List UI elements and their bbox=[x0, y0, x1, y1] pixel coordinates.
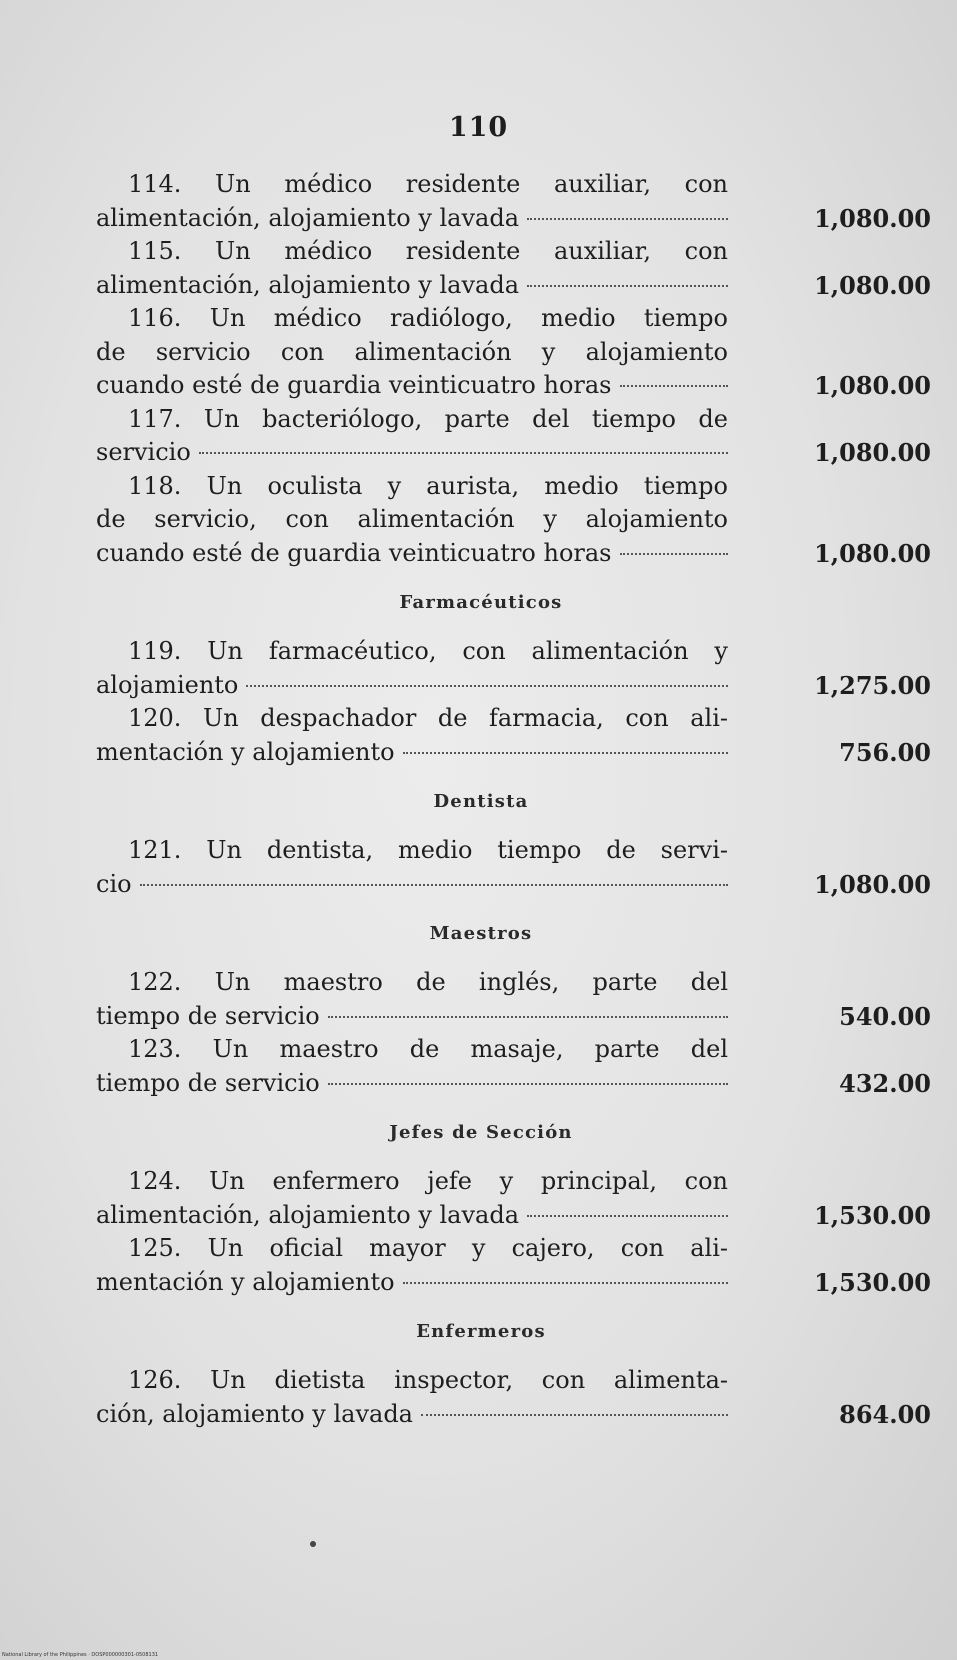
item-text-line bbox=[96, 269, 728, 303]
dot-leader bbox=[620, 385, 729, 387]
budget-list bbox=[96, 168, 931, 1431]
item-amount: 1,080.00 bbox=[814, 203, 931, 233]
dot-leader bbox=[199, 452, 728, 454]
item-text: cuando esté de guardia veinticuatro horas bbox=[96, 538, 612, 567]
item-amount: 864.00 bbox=[839, 1399, 931, 1429]
ink-speck bbox=[310, 1541, 316, 1547]
item-amount: 1,080.00 bbox=[814, 438, 931, 467]
item-text-line bbox=[96, 736, 728, 770]
item-text-line bbox=[96, 436, 728, 470]
budget-item bbox=[96, 966, 931, 1033]
section-heading: Dentista bbox=[433, 791, 529, 812]
item-text: alimentación, alojamiento y lavada bbox=[96, 270, 520, 299]
budget-item bbox=[96, 635, 931, 702]
dot-leader bbox=[620, 553, 729, 555]
item-text-line: 122. Un maestro de inglés, parte del bbox=[128, 968, 728, 996]
section-heading: Enfermeros bbox=[416, 1321, 546, 1342]
item-amount: 540.00 bbox=[839, 1001, 931, 1031]
section-heading: Maestros bbox=[429, 923, 533, 944]
page-number: 110 bbox=[448, 112, 509, 143]
item-text: alojamiento bbox=[96, 670, 239, 699]
item-text: mentación y alojamiento bbox=[96, 1267, 395, 1296]
item-amount: 756.00 bbox=[839, 737, 931, 767]
dot-leader bbox=[421, 1414, 728, 1416]
dot-leader bbox=[246, 685, 728, 687]
budget-item bbox=[96, 834, 931, 901]
dot-leader bbox=[403, 752, 728, 754]
item-text-line bbox=[96, 669, 728, 703]
budget-item bbox=[96, 403, 931, 470]
item-text-line: 126. Un dietista inspector, con alimenta- bbox=[128, 1366, 728, 1394]
budget-item bbox=[96, 702, 931, 769]
item-text-line: 117. Un bacteriólogo, parte del tiempo de bbox=[128, 404, 728, 433]
item-amount: 1,080.00 bbox=[814, 270, 931, 300]
item-text-line bbox=[96, 1000, 728, 1034]
item-amount: 1,080.00 bbox=[814, 538, 931, 568]
item-text-line: 118. Un oculista y aurista, medio tiempo bbox=[128, 471, 728, 500]
section-heading: Farmacéuticos bbox=[399, 592, 563, 613]
item-text-line bbox=[96, 1067, 728, 1101]
item-text-line bbox=[96, 202, 728, 236]
dot-leader bbox=[140, 884, 728, 886]
item-text-line: 124. Un enfermero jefe y principal, con bbox=[128, 1167, 728, 1195]
item-text-line bbox=[96, 1199, 728, 1233]
item-amount: 1,530.00 bbox=[814, 1267, 931, 1297]
dot-leader bbox=[527, 218, 728, 220]
item-amount: 1,530.00 bbox=[814, 1200, 931, 1230]
item-text: cio bbox=[96, 869, 132, 898]
item-amount: 432.00 bbox=[839, 1068, 931, 1098]
item-text: mentación y alojamiento bbox=[96, 737, 395, 766]
dot-leader bbox=[527, 1215, 728, 1217]
item-text-line: 116. Un médico radiólogo, medio tiempo bbox=[128, 304, 728, 332]
item-amount: 1,080.00 bbox=[814, 371, 931, 400]
item-text-line: 119. Un farmacéutico, con alimentación y bbox=[128, 637, 728, 665]
dot-leader bbox=[403, 1282, 728, 1284]
item-amount: 1,275.00 bbox=[814, 670, 931, 700]
item-text-line: de servicio con alimentación y alojamiento bbox=[96, 337, 728, 366]
item-amount: 1,080.00 bbox=[814, 869, 931, 899]
dot-leader bbox=[328, 1016, 728, 1018]
item-text: tiempo de servicio bbox=[96, 1001, 320, 1030]
item-text: servicio bbox=[96, 438, 191, 466]
item-text-line bbox=[96, 537, 728, 571]
item-text-line bbox=[96, 868, 728, 902]
item-text: tiempo de servicio bbox=[96, 1068, 320, 1097]
section-heading: Jefes de Sección bbox=[389, 1122, 573, 1143]
scan-footer-note: National Library of the Philippines · DOSP000000301-0508131 bbox=[2, 1652, 159, 1658]
budget-item bbox=[96, 168, 931, 235]
budget-item bbox=[96, 1033, 931, 1100]
budget-item bbox=[96, 470, 931, 571]
item-text-line: de servicio, con alimentación y alojamiento bbox=[96, 505, 728, 533]
item-text-line bbox=[96, 1398, 728, 1432]
dot-leader bbox=[328, 1083, 728, 1085]
budget-item bbox=[96, 1165, 931, 1232]
item-text: alimentación, alojamiento y lavada bbox=[96, 203, 520, 232]
item-text-line: 115. Un médico residente auxiliar, con bbox=[128, 237, 728, 265]
item-text-line: 114. Un médico residente auxiliar, con bbox=[128, 170, 728, 198]
item-text-line: 121. Un dentista, medio tiempo de servi- bbox=[128, 836, 728, 864]
item-text-line: 125. Un oficial mayor y cajero, con ali- bbox=[128, 1234, 728, 1262]
budget-item bbox=[96, 302, 931, 403]
dot-leader bbox=[527, 285, 728, 287]
budget-item bbox=[96, 1364, 931, 1431]
item-text-line: 123. Un maestro de masaje, parte del bbox=[128, 1035, 728, 1063]
item-text: cuando esté de guardia veinticuatro horas bbox=[96, 371, 612, 399]
item-text: ción, alojamiento y lavada bbox=[96, 1399, 413, 1428]
item-text-line bbox=[96, 369, 728, 403]
budget-item bbox=[96, 1232, 931, 1299]
item-text-line: 120. Un despachador de farmacia, con ali- bbox=[128, 704, 728, 732]
budget-item bbox=[96, 235, 931, 302]
item-text: alimentación, alojamiento y lavada bbox=[96, 1200, 520, 1229]
item-text-line bbox=[96, 1266, 728, 1300]
